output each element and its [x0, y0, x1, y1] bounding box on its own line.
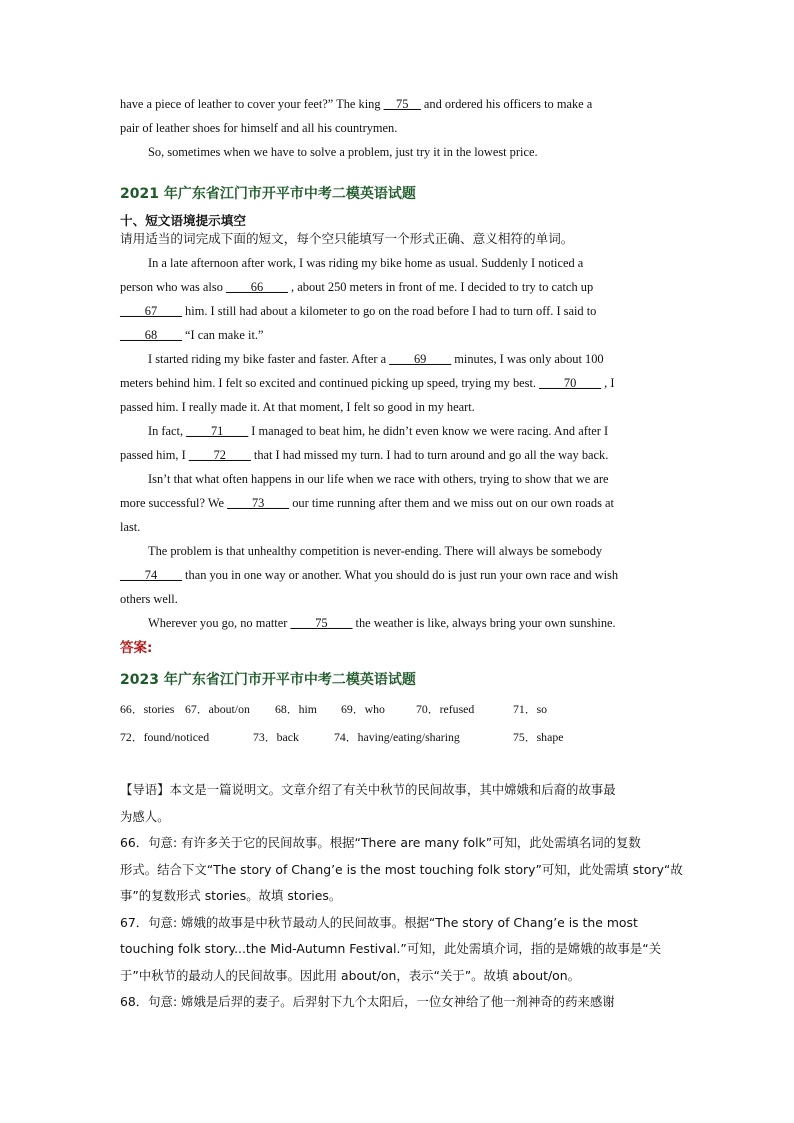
- passage-line: [120, 491, 675, 515]
- passage-2: [120, 251, 675, 635]
- document-page: [120, 92, 683, 1016]
- blank-72: ____72____: [188, 448, 251, 462]
- text: that I had missed my turn. I had to turn around and go all the way back.: [250, 448, 609, 462]
- explanation-line: 形式。结合下文“The story of Chang’e is the most touching folk story”可知，此处需填 story“故: [120, 861, 683, 877]
- answers-row-2: [120, 723, 675, 751]
- answer-item: 68．him: [275, 702, 317, 716]
- passage-line: [120, 92, 675, 116]
- text: the weather is like, always bring your own sunshine.: [352, 616, 616, 630]
- passage-line: The problem is that unhealthy competition is never-ending. There will always be somebody: [148, 544, 603, 558]
- passage-line: [120, 443, 675, 467]
- explanation-line: 为感人。: [120, 808, 170, 824]
- blank-75: __75__: [383, 97, 421, 111]
- passage-line: [120, 419, 675, 443]
- text: person who was also: [120, 280, 226, 294]
- explanation-line: 事”的复数形式 stories。故填 stories。: [120, 888, 342, 903]
- passage-line: [120, 299, 675, 323]
- answer-item: 74．having/eating/sharing: [334, 730, 460, 744]
- answer-item: 71．so: [513, 702, 548, 716]
- blank-69: ____69____: [389, 352, 452, 366]
- text: meters behind him. I felt so excited and continued picking up speed, trying my best.: [120, 376, 540, 390]
- text: more successful? We: [120, 496, 228, 510]
- blank-70: ____70____: [539, 376, 602, 390]
- text: I started riding my bike faster and faster. After a: [148, 352, 390, 366]
- answer-item: 75．shape: [513, 730, 564, 744]
- text: In fact,: [148, 424, 187, 438]
- blank-74: ____74____: [120, 568, 182, 582]
- answer-item: 70．refused: [416, 702, 475, 716]
- passage-line: pair of leather shoes for himself and all his countrymen.: [120, 121, 398, 135]
- answer-item: 67．about/on: [185, 702, 250, 716]
- explanation-line: 67．句意: 嫦娥的故事是中秋节最动人的民间故事。根据“The story of Chang’e is the most: [120, 914, 638, 930]
- passage-line: [120, 371, 675, 395]
- section-title: 2021 年广东省江门市开平市中考二模英语试题: [120, 186, 416, 202]
- text: our time running after them and we miss out on our own roads at: [289, 496, 614, 510]
- passage-line: others well.: [120, 592, 178, 606]
- text: I managed to beat him, he didn’t even know we were racing. And after I: [248, 424, 609, 438]
- explanation-line: touching folk story...the Mid-Autumn Festival.”可知，此处需填介词，指的是嫦娥的故事是“关: [120, 941, 662, 956]
- text: him. I still had about a kilometer to go on the road before I had to turn off. I said to: [181, 304, 597, 318]
- answer-label: 答案:: [120, 640, 153, 656]
- passage-line: passed him. I really made it. At that moment, I felt so good in my heart.: [120, 400, 475, 414]
- answer-item: 66．stories: [120, 702, 175, 716]
- explanation: [120, 777, 683, 1016]
- text: , I: [601, 376, 615, 390]
- text: and ordered his officers to make a: [420, 97, 593, 111]
- passage-line: last.: [120, 520, 141, 534]
- passage-line: [120, 347, 675, 371]
- passage-line: [120, 275, 675, 299]
- text: have a piece of leather to cover your feet?” The king: [120, 97, 384, 111]
- passage-line: [120, 611, 675, 635]
- passage-line: So, sometimes when we have to solve a problem, just try it in the lowest price.: [148, 145, 538, 159]
- blank-67: ____67____: [120, 304, 182, 318]
- explanation-line: 【导语】本文是一篇说明文。文章介绍了有关中秋节的民间故事，其中嫦娥和后裔的故事最: [120, 782, 616, 797]
- answer-item: 73．back: [253, 730, 299, 744]
- instruction: 请用适当的词完成下面的短文，每个空只能填写一个形式正确、意义相符的单词。: [120, 231, 574, 246]
- blank-75: ____75____: [290, 616, 353, 630]
- text: “I can make it.”: [181, 328, 264, 342]
- explanation-line: 于”中秋节的最动人的民间故事。因此用 about/on，表示“关于”。故填 about/on。: [120, 967, 581, 983]
- blank-68: ____68____: [120, 328, 182, 342]
- passage-line: [120, 563, 675, 587]
- answers-row-1: [120, 695, 675, 723]
- section-subtitle: 十、短文语境提示填空: [120, 213, 246, 228]
- answer-title: 2023 年广东省江门市开平市中考二模英语试题: [120, 672, 416, 688]
- answer-item: 72．found/noticed: [120, 730, 210, 744]
- blank-73: ____73____: [227, 496, 290, 510]
- blank-71: ____71____: [186, 424, 249, 438]
- text: than you in one way or another. What you should do is just run your own race and wish: [181, 568, 619, 582]
- passage-line: In a late afternoon after work, I was riding my bike home as usual. Suddenly I noticed a: [148, 256, 584, 270]
- blank-66: ____66____: [226, 280, 288, 294]
- passage-line: Isn’t that what often happens in our life when we race with others, trying to show that we are: [148, 472, 609, 486]
- explanation-line: 66．句意: 有许多关于它的民间故事。根据“There are many folk”可知，此处需填名词的复数: [120, 835, 641, 850]
- answer-item: 69．who: [341, 702, 385, 716]
- explanation-line: 68．句意: 嫦娥是后羿的妻子。后羿射下九个太阳后，一位女神给了他一剂神奇的药来感谢: [120, 994, 615, 1009]
- text: minutes, I was only about 100: [451, 352, 604, 366]
- text: passed him, I: [120, 448, 189, 462]
- text: Wherever you go, no matter: [148, 616, 291, 630]
- text: , about 250 meters in front of me. I decided to try to catch up: [287, 280, 594, 294]
- passage-line: [120, 323, 675, 347]
